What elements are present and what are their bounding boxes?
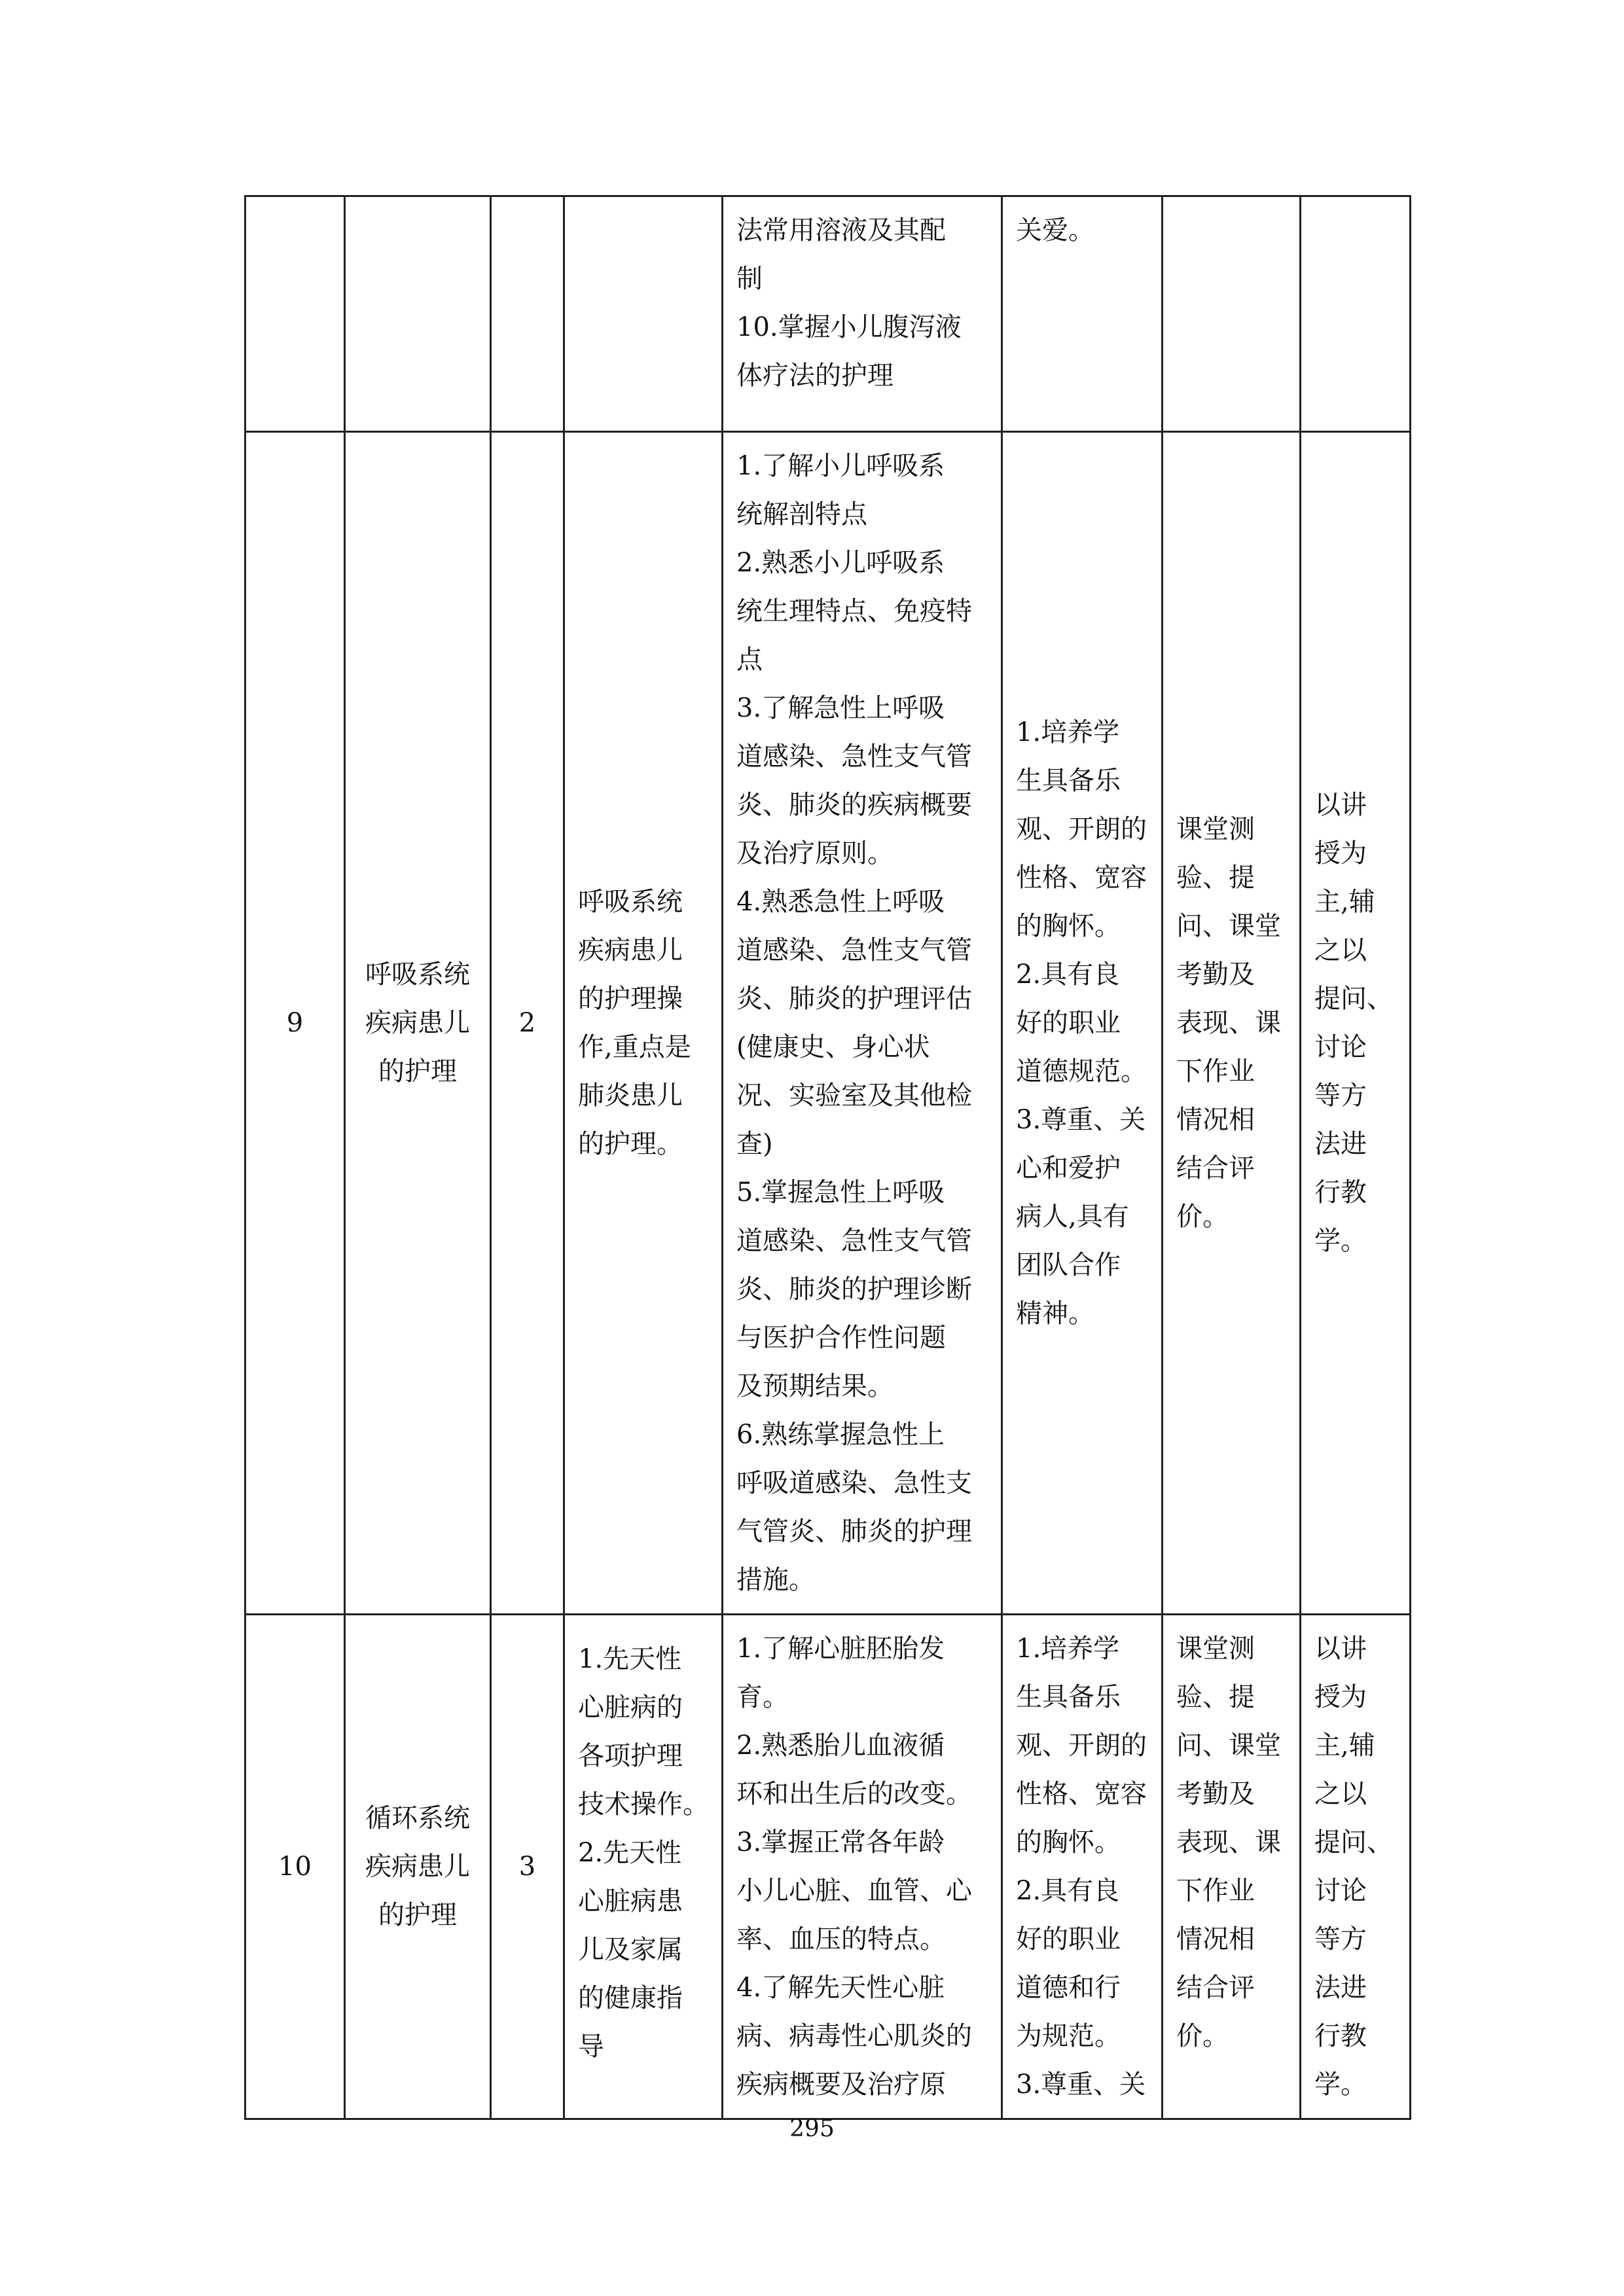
- cell-text-line: 的护理: [378, 1900, 457, 1930]
- cell-quality: [1002, 1615, 1163, 2119]
- cell-text-line: 道感染、急性支气管: [736, 935, 972, 965]
- cell-text-line: 法进: [1314, 1129, 1367, 1159]
- cell-text-line: 法常用溶液及其配: [736, 215, 946, 245]
- cell-text-line: 的护理: [378, 1056, 457, 1086]
- cell-text-line: 结合评: [1176, 1973, 1255, 2003]
- cell-text-line: 10.掌握小儿腹泻液: [736, 312, 962, 342]
- cell-text-line: 1.先天性: [578, 1644, 682, 1674]
- cell-number-text: 10: [278, 1852, 312, 1882]
- cell-text-line: 表现、课: [1176, 1008, 1281, 1038]
- cell-text-line: 验、提: [1176, 863, 1255, 893]
- cell-text-line: 课堂测: [1176, 1634, 1255, 1664]
- cell-text-line: 病、病毒性心肌炎的: [736, 2021, 972, 2051]
- cell-text-line: 心和爱护: [1016, 1153, 1121, 1183]
- table-row: [245, 432, 1411, 1615]
- cell-text-line: 问、课堂: [1176, 911, 1281, 941]
- cell-text-line: 价。: [1176, 2021, 1229, 2051]
- table-row: [245, 1615, 1411, 2119]
- cell-text-line: 炎、肺炎的护理诊断: [736, 1274, 972, 1304]
- cell-text-line: 率、血压的特点。: [736, 1924, 946, 1954]
- cell-text-line: 道德和行: [1016, 1973, 1121, 2003]
- cell-text-line: 气管炎、肺炎的护理: [736, 1516, 972, 1547]
- cell-text-line: 5.掌握急性上呼吸: [736, 1177, 945, 1208]
- cell-text-line: 1.了解心脏胚胎发: [736, 1634, 945, 1664]
- cell-text-line: 以讲: [1314, 790, 1367, 820]
- page-number: 295: [789, 2115, 835, 2142]
- cell-text-line: 小儿心脏、血管、心: [736, 1876, 972, 1906]
- cell-text-line: 情况相: [1176, 1924, 1255, 1954]
- cell-text-line: 以讲: [1314, 1634, 1367, 1664]
- cell-knowledge: [723, 196, 1002, 432]
- cell-text-line: 3.尊重、关: [1016, 2070, 1146, 2100]
- cell-text-line: 导: [578, 2032, 604, 2062]
- cell-text-line: 的护理操: [578, 984, 683, 1014]
- cell-text-line: 问、课堂: [1176, 1731, 1281, 1761]
- cell-text-line: 观、开朗的: [1016, 1731, 1147, 1761]
- cell-text-line: 道感染、急性支气管: [736, 742, 972, 772]
- cell-text-line: 3.尊重、关: [1016, 1105, 1146, 1135]
- cell-text-line: 制: [736, 264, 763, 294]
- cell-quality: [1002, 196, 1163, 432]
- cell-text-line: 课堂测: [1176, 814, 1255, 844]
- cell-text-line: 技术操作。: [578, 1789, 709, 1820]
- cell-text-line: 儿及家属: [578, 1935, 683, 1965]
- cell-unit-name: [345, 1615, 491, 2119]
- cell-hours-text: 2: [518, 1008, 536, 1038]
- cell-unit-name: [345, 432, 491, 1615]
- cell-hours: [491, 196, 564, 432]
- cell-text-line: 提问、: [1314, 984, 1393, 1014]
- cell-text-line: 的护理。: [578, 1129, 683, 1159]
- cell-number: [245, 432, 345, 1615]
- cell-text-line: 心脏病患: [578, 1886, 683, 1916]
- cell-text-line: 查): [736, 1129, 773, 1159]
- cell-text-line: 关爱。: [1016, 215, 1094, 245]
- cell-text-line: 行教: [1314, 2021, 1367, 2051]
- cell-text-line: 疾病患儿: [365, 1008, 470, 1038]
- cell-practice: [564, 196, 723, 432]
- cell-text-line: 呼吸系统: [578, 887, 683, 917]
- table-body: [245, 196, 1411, 2119]
- cell-text-line: 1.培养学: [1016, 1634, 1120, 1664]
- cell-assessment: [1163, 1615, 1301, 2119]
- cell-assessment: [1163, 196, 1301, 432]
- cell-text-line: 表现、课: [1176, 1827, 1281, 1857]
- cell-text-line: 统解剖特点: [736, 499, 867, 529]
- cell-text-line: 好的职业: [1016, 1008, 1121, 1038]
- cell-text-line: 3.掌握正常各年龄: [736, 1827, 945, 1857]
- cell-text-line: 性格、宽容: [1016, 863, 1147, 893]
- cell-text-line: 2.先天性: [578, 1838, 682, 1868]
- cell-text-line: 的健康指: [578, 1983, 683, 2013]
- cell-text-line: 的胸怀。: [1016, 1827, 1121, 1857]
- cell-text-line: 学。: [1314, 1226, 1367, 1256]
- curriculum-table: [244, 195, 1411, 2120]
- cell-text-line: 作,重点是: [578, 1032, 691, 1062]
- cell-text-line: 生具备乐: [1016, 766, 1121, 796]
- cell-text-line: 等方: [1314, 1924, 1367, 1954]
- cell-number-text: 9: [286, 1008, 304, 1038]
- cell-text-line: 4.了解先天性心脏: [736, 1973, 945, 2003]
- cell-text-line: 考勤及: [1176, 1779, 1255, 1809]
- cell-text-line: 措施。: [736, 1565, 815, 1595]
- cell-text-line: 主,辅: [1314, 1731, 1375, 1761]
- cell-text-line: 等方: [1314, 1081, 1367, 1111]
- cell-text-line: 考勤及: [1176, 960, 1255, 990]
- cell-text-line: 炎、肺炎的护理评估: [736, 984, 972, 1014]
- cell-knowledge: [723, 1615, 1002, 2119]
- cell-text-line: 6.熟练掌握急性上: [736, 1420, 945, 1450]
- cell-quality: [1002, 432, 1163, 1615]
- cell-text-line: 3.了解急性上呼吸: [736, 693, 945, 723]
- cell-text-line: 环和出生后的改变。: [736, 1779, 972, 1809]
- cell-text-line: 授为: [1314, 1682, 1367, 1712]
- cell-text-line: 各项护理: [578, 1741, 683, 1771]
- cell-text-line: 生具备乐: [1016, 1682, 1121, 1712]
- cell-text-line: 行教: [1314, 1177, 1367, 1208]
- cell-text-line: 讨论: [1314, 1032, 1367, 1062]
- cell-text-line: 2.具有良: [1016, 1876, 1120, 1906]
- cell-text-line: 与医护合作性问题: [736, 1323, 946, 1353]
- cell-text-line: 4.熟悉急性上呼吸: [736, 887, 945, 917]
- cell-text-line: 情况相: [1176, 1105, 1255, 1135]
- cell-text-line: 循环系统: [365, 1803, 470, 1833]
- cell-method: [1301, 196, 1411, 432]
- cell-text-line: 提问、: [1314, 1827, 1393, 1857]
- cell-text-line: 及治疗原则。: [736, 838, 893, 869]
- cell-unit-name: [345, 196, 491, 432]
- cell-text-line: 讨论: [1314, 1876, 1367, 1906]
- cell-text-line: 疾病概要及治疗原: [736, 2070, 946, 2100]
- cell-text-line: 观、开朗的: [1016, 814, 1147, 844]
- cell-text-line: 为规范。: [1016, 2021, 1121, 2051]
- cell-knowledge: [723, 432, 1002, 1615]
- cell-text-line: 统生理特点、免疫特: [736, 596, 972, 626]
- cell-text-line: 2.熟悉小儿呼吸系: [736, 548, 945, 578]
- cell-text-line: 下作业: [1176, 1056, 1255, 1086]
- cell-text-line: 心脏病的: [578, 1693, 683, 1723]
- cell-number: [245, 1615, 345, 2119]
- cell-hours-text: 3: [518, 1852, 536, 1882]
- cell-text-line: 的胸怀。: [1016, 911, 1121, 941]
- cell-text-line: 授为: [1314, 838, 1367, 869]
- cell-text-line: 及预期结果。: [736, 1371, 893, 1401]
- cell-text-line: 好的职业: [1016, 1924, 1121, 1954]
- cell-text-line: 呼吸道感染、急性支: [736, 1468, 972, 1498]
- cell-text-line: 下作业: [1176, 1876, 1255, 1906]
- cell-method: [1301, 432, 1411, 1615]
- cell-text-line: 肺炎患儿: [578, 1081, 683, 1111]
- cell-number: [245, 196, 345, 432]
- cell-text-line: 团队合作: [1016, 1250, 1121, 1280]
- cell-hours: [491, 1615, 564, 2119]
- cell-text-line: 结合评: [1176, 1153, 1255, 1183]
- cell-text-line: 2.具有良: [1016, 960, 1120, 990]
- cell-text-line: 精神。: [1016, 1299, 1094, 1329]
- cell-text-line: 点: [736, 645, 763, 675]
- cell-text-line: 性格、宽容: [1016, 1779, 1147, 1809]
- cell-text-line: 价。: [1176, 1202, 1229, 1232]
- cell-text-line: 道德规范。: [1016, 1056, 1147, 1086]
- cell-text-line: 之以: [1314, 935, 1367, 965]
- cell-text-line: 呼吸系统: [365, 960, 470, 990]
- cell-text-line: 2.熟悉胎儿血液循: [736, 1731, 945, 1761]
- cell-text-line: 法进: [1314, 1973, 1367, 2003]
- cell-text-line: 1.了解小儿呼吸系: [736, 451, 945, 481]
- cell-text-line: 道感染、急性支气管: [736, 1226, 972, 1256]
- cell-text-line: (健康史、身心状: [736, 1032, 930, 1062]
- table-row: [245, 196, 1411, 432]
- cell-text-line: 病人,具有: [1016, 1202, 1129, 1232]
- cell-text-line: 1.培养学: [1016, 717, 1120, 747]
- cell-text-line: 疾病患儿: [578, 935, 683, 965]
- cell-text-line: 育。: [736, 1682, 789, 1712]
- cell-assessment: [1163, 432, 1301, 1615]
- cell-text-line: 况、实验室及其他检: [736, 1081, 972, 1111]
- cell-text-line: 学。: [1314, 2070, 1367, 2100]
- cell-hours: [491, 432, 564, 1615]
- cell-text-line: 体疗法的护理: [736, 361, 893, 391]
- cell-text-line: 炎、肺炎的疾病概要: [736, 790, 972, 820]
- cell-text-line: 验、提: [1176, 1682, 1255, 1712]
- cell-text-line: 主,辅: [1314, 887, 1375, 917]
- cell-practice: [564, 1615, 723, 2119]
- cell-practice: [564, 432, 723, 1615]
- cell-method: [1301, 1615, 1411, 2119]
- cell-text-line: 之以: [1314, 1779, 1367, 1809]
- cell-text-line: 疾病患儿: [365, 1852, 470, 1882]
